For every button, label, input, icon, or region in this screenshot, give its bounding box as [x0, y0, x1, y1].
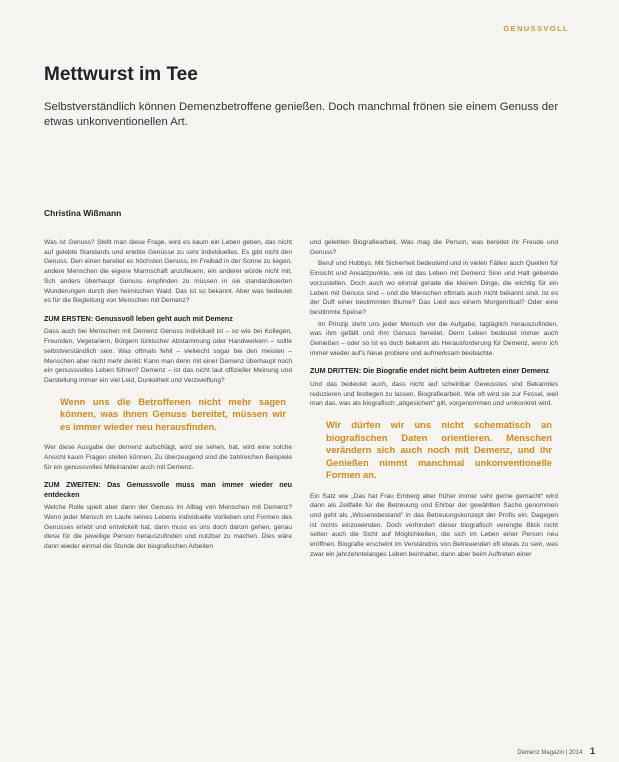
paragraph: Und das bedeutet auch, dass nicht auf scheinbar Gewusstes und Bekanntes reduzieren und festlegen zu lassen. Biografiearbeit. Wie oft wird sie zur Fessel, weil man das, was als biografisch „abgesichert“ gilt, vorgenommen und umkonkret wird. — [310, 380, 558, 408]
page-number: 1 — [589, 746, 595, 756]
paragraph: Wer diese Ausgabe der demenz aufschlägt, wird sie sehen, hat, wird eine solche Ansicht kaum Fragen stellen können. Zu überzeugend sind die zahlreichen Beispiele für ein genussvolles Miteinander auch mit Demenz. — [44, 444, 292, 471]
paragraph: Ein Satz wie „Das hat Frau Emberg aber früher immer sehr gerne gemacht“ wird dann als Zeitfalle für die Betreuung und Ehrbar der gewählten Sache genommen und geht als „Wissensbestand“ in das Betreuungskonzept der Profis ein. Dagegen ist nichts einzuwenden. Doch verhindert dieser biografisch verengte Blick nicht selten auch die Sicht auf Möglichkeiten, die sich im Leben einer Person neu eröffnen. Biografie erscheint im Verständnis von Betreuenden oft etwas zu sein, was zwar ein jahrzehntelanges Leben beinhaltet, dann aber beim Auftreten einer — [310, 492, 558, 558]
pull-quote: Wir dürfen wir uns nicht schematisch an biografischen Daten orientieren. Menschen verändern sich auch noch mit Demenz, und ihr Genießen nimmt manchmal unkonventionelle Formen an. — [326, 419, 552, 481]
subheading: ZUM ERSTEN: Genussvoll leben geht auch mit Demenz — [44, 313, 233, 323]
footer-source: Demenz Magazin | 2014 — [517, 750, 583, 756]
article-title: Mettwurst im Tee — [44, 64, 198, 85]
subheading: ZUM ZWEITEN: Das Genussvolle muss man immer wieder neu entdecken — [44, 480, 292, 499]
paragraph: Welche Rolle spielt aber dann der Genuss im Alltag von Menschen mit Demenz? Wenn jeder Mensch im Laufe seines Lebens individuelle Vorlieben und Formen des Genusses erlebt und entwickelt hat, dann muss es uns doch darum gehen, genau diese für die jeweilige Person herauszufinden und nutzbar zu machen. Dies wäre dann wieder einmal die Stunde der biografischen Arbeiten — [44, 504, 292, 551]
paragraph: Beruf und Hobbys. Mit Sicherheit bedeutend und in vielen Fällen auch Quellen für Einsicht und Ansatzpunkte, wie ist das Leben mit Demenz Sinn und Halt gebende vorzustellen. Doch auch wo einmal gerade die kleinen Dinge, die wichtig für ein Leben mit Genuss sind – und die Menschen oftmals auch nicht bekannt sind. Ist es der Duft einer bestimmten Blume? Das Lied aus einem Morgenritual? Oder eine bestimmte Speise? — [310, 260, 558, 316]
pull-quote: Wenn uns die Betroffenen nicht mehr sagen können, was ihnen Genuss bereitet, müssen wir es immer wieder neu herausfinden. — [60, 395, 286, 432]
paragraph: Dass auch bei Menschen mit Demenz Genuss individuell ist – so wie bei Kollegen, Freunden, Vegetariern, Bürgern türkischer Abstammung oder Handwerkern – sollte selbstverständlich sein. Was oftmals fehlt – vielleicht sogar bei den meisten – Menschen aber nicht mehr denkt: Kann man denn mit einer Demenz überhaupt noch ein genussvolles Leben führen? Demenz – ist das nicht laut offizieller Meinung und Darstellung immer ein viel Leid, Dunkelheit und Verzweiflung? — [44, 328, 292, 384]
page-footer — [517, 746, 595, 756]
article-lead: Selbstverständlich können Demenzbetroffene genießen. Doch manchmal frönen sie einem Genuss der etwas unkonventionellen Art. — [44, 101, 559, 128]
subheading: ZUM DRITTEN: Die Biografie endet nicht beim Auftreten einer Demenz — [310, 366, 549, 376]
left-column — [44, 238, 292, 554]
right-column — [310, 238, 558, 561]
paragraph: Was ist Genuss? Stellt man diese Frage, wird es kaum ein Leben geben, das nicht auf gelebte Standards und erlebte Genüsse zu sehr individuelles. Es gibt nicht den Genuss. Den einen bereitet es höchsten Genuss, im Freibad in der Sonne zu liegen, andere Menschen die eigene Mannschaft anzufeuern, ein anderer würde nicht mit. Sch anders überhaupt Genuss empfinden zu müssen in sie standardisierten Wunderungen durch den heimischen Wald. Das ist so bekannt. Aber was bedeutet es für die Begleitung von Menschen mit Demenz? — [44, 239, 292, 305]
paragraph: und gelebten Biografiearbeit. Was mag die Person, was bereitet ihr Freude und Genuss? — [310, 239, 558, 256]
section-label: GENUSSVOLL — [503, 24, 569, 33]
author-name: Christina Wißmann — [44, 208, 122, 218]
paragraph: Im Prinzip steht uns jeder Mensch vor die Aufgabe, tagtäglich herauszufinden, was ihm gefällt und ihm Genuss bereitet. Denn Leben bedeutet immer auch Genießen – oder so ist es doch bekannt als Herausforderung für Demenz, wenn ich immer wieder auf's Neue probiere und aufmerksam beobachte. — [310, 320, 558, 357]
